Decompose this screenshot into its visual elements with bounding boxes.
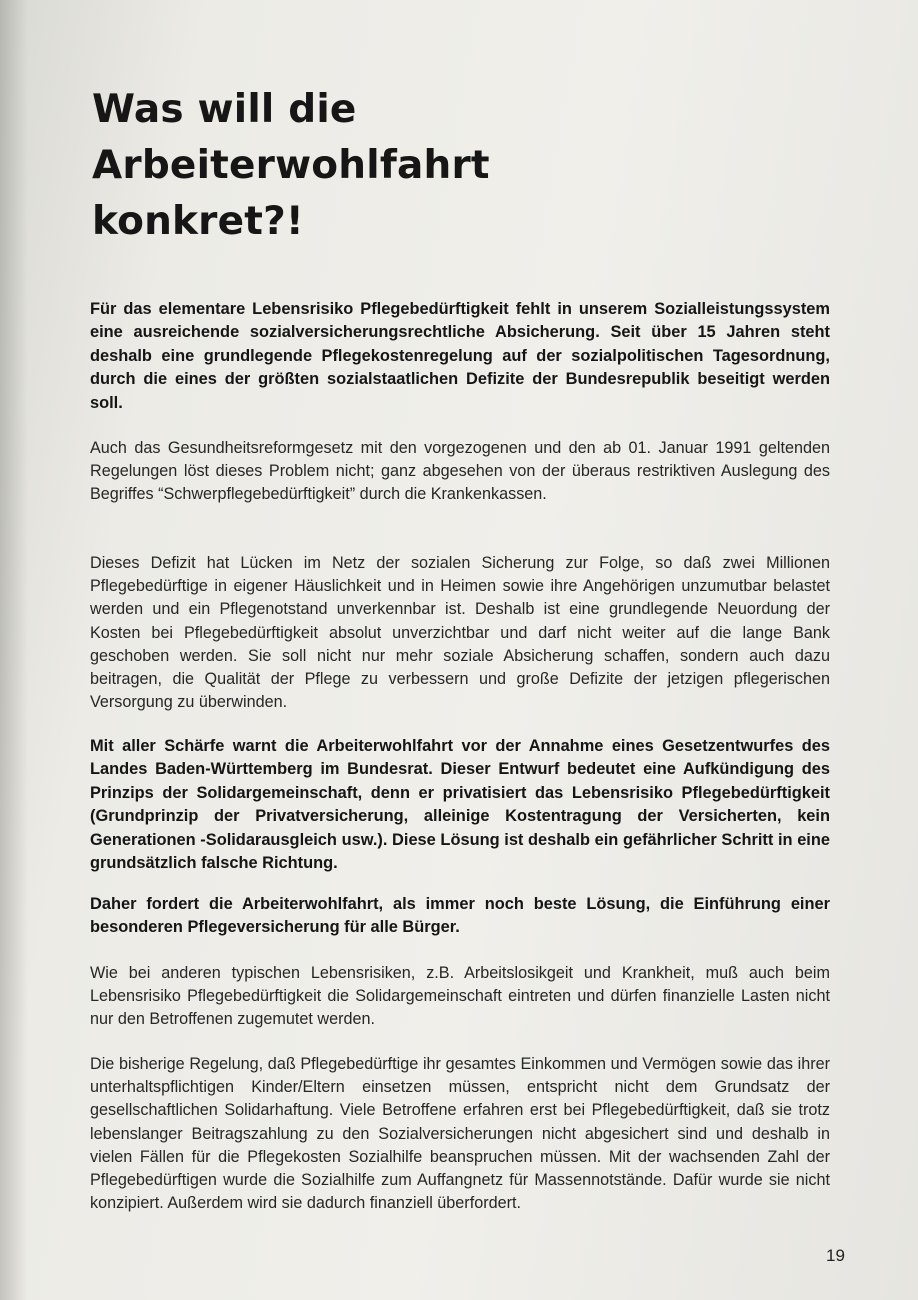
page-number: 19	[826, 1246, 845, 1265]
intro-paragraph: Für das elementare Lebensrisiko Pflegebedürftigkeit fehlt in unserem Sozialleistungssystem eine ausreichende sozialversicherungsrechtliche Absicherung. Seit über 15 Jahren steht deshalb eine grundlegende Pflegekostenregelung auf der sozialpolitischen Tagesordnung, durch die eines der größten sozialstaatlichen Defizite der Bundesrepublik beseitigt werden soll.	[90, 300, 830, 412]
paragraph-demand: Daher fordert die Arbeiterwohlfahrt, als immer noch beste Lösung, die Einführung einer besonderen Pflegeversicherung für alle Bürger.	[90, 895, 830, 937]
paragraph-health-reform: Auch das Gesundheitsreformgesetz mit den vorgezogenen und den ab 01. Januar 1991 geltenden Regelungen löst dieses Problem nicht; ganz abgesehen von der überaus restriktiven Auslegung des Begriffes “Schwerpflegebedürftigkeit” durch die Krankenkassen.	[90, 439, 830, 504]
paragraph-deficit: Dieses Defizit hat Lücken im Netz der sozialen Sicherung zur Folge, so daß zwei Millionen Pflegebedürftige in eigener Häuslichkeit und in Heimen sowie ihre Angehörigen unzumutbar belastet werden und ein Pflegenotstand unverkennbar ist. Deshalb ist eine grundlegende Neuordung der Kosten bei Pflegebedürftigkeit absolut unverzichtbar und darf nicht weiter auf die lange Bank geschoben werden. Sie soll nicht nur mehr soziale Absicherung schaffen, sondern auch dazu beitragen, die Qualität der Pflege zu verbessern und große Defizite der jetzigen pflegerischen Versorgung zu überwinden.	[90, 554, 830, 712]
page-title	[92, 82, 652, 250]
page-fold-shadow	[0, 0, 28, 1300]
paragraph-current-regulation: Die bisherige Regelung, daß Pflegebedürftige ihr gesamtes Einkommen und Vermögen sowie das ihrer unterhaltspflichtigen Kinder/Eltern einsetzen müssen, entspricht nicht dem Grundsatz der gesellschaftlichen Solidarhaftung. Viele Betroffene erfahren erst bei Pflegebedürftigkeit, daß sie trotz lebenslanger Beitragszahlung zu den Sozialversicherungen nicht abgesichert sind und deshalb in vielen Fällen für die Pflegekosten Sozialhilfe beanspruchen müssen. Mit der wachsenden Zahl der Pflegebedürftigen wurde die Sozialhilfe zum Auffangnetz für Massennotstände. Dafür wurde sie nicht konzipiert. Außerdem wird sie dadurch finanziell überfordert.	[90, 1055, 830, 1213]
paragraph-warning: Mit aller Schärfe warnt die Arbeiterwohlfahrt vor der Annahme eines Gesetzentwurfes des Landes Baden-Württemberg im Bundesrat. Dieser Entwurf bedeutet eine Aufkündigung des Prinzips der Solidargemeinschaft, denn er privatisiert das Lebensrisiko Pflegebedürftigkeit (Grundprinzip der Privatversicherung, alleinige Kostentragung der Versicherten, kein Generationen -Solidarausgleich usw.). Diese Lösung ist deshalb ein gefährlicher Schritt in eine grundsätzlich falsche Richtung.	[90, 737, 830, 873]
title-line-3: konkret?!	[92, 199, 304, 244]
paragraph-life-risks: Wie bei anderen typischen Lebensrisiken, z.B. Arbeitslosikgeit und Krankheit, muß auch beim Lebensrisiko Pflegebedürftigkeit die Solidargemeinschaft eintreten und dürfen finanzielle Lasten nicht nur den Betroffenen zugemutet werden.	[90, 964, 830, 1029]
title-line-2: Arbeiterwohlfahrt	[92, 143, 490, 188]
title-line-1: Was will die	[92, 87, 357, 132]
